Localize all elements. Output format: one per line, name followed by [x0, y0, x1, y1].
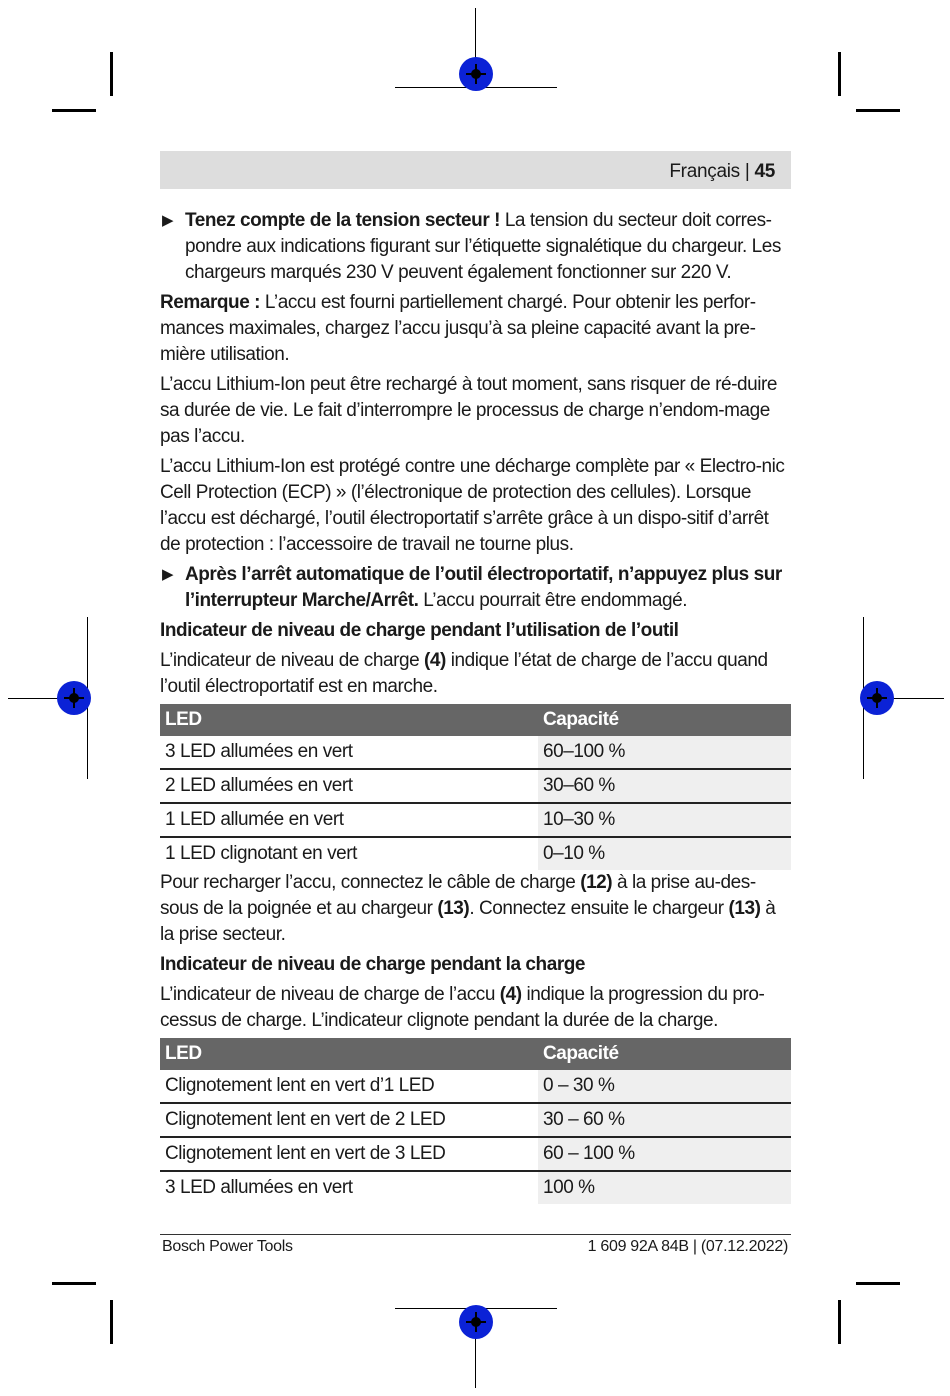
- table-row: [160, 837, 791, 870]
- header-separator: |: [744, 161, 750, 182]
- crop-mark-bottom-right-vertical: [838, 1300, 841, 1344]
- bullet-triangle-icon: ▶: [162, 566, 174, 583]
- section-heading-charging: Indicateur de niveau de charge pendant la charge: [160, 954, 586, 975]
- table-cell-capacity: 60 – 100 %: [538, 1137, 791, 1171]
- section-usage-after: [160, 870, 791, 948]
- crop-mark-top-right-horizontal: [856, 109, 900, 112]
- crop-mark-bottom-left-horizontal: [52, 1282, 96, 1285]
- table-header-row: [160, 1038, 791, 1070]
- crop-mark-top-left-horizontal: [52, 109, 96, 112]
- table-cell-led: 3 LED allumées en vert: [165, 1177, 353, 1198]
- table-header-capacity: Capacité: [538, 1038, 791, 1070]
- warning-switch-text: L’accu pourrait être endommagé.: [418, 590, 688, 611]
- reference-number: (13): [728, 898, 761, 919]
- table-charge-charging: [160, 1038, 791, 1204]
- bullet-triangle-icon: ▶: [162, 212, 174, 229]
- table-cell-capacity: 10–30 %: [538, 803, 791, 837]
- remark-text: L’accu est fourni partiellement chargé. Pour obtenir les perfor-mances maximales, chargez l’accu jusqu’à sa pleine capacité avant la pre-mière utilisation.: [160, 292, 756, 365]
- table-cell-led: 1 LED allumée en vert: [160, 803, 538, 837]
- footer-brand: Bosch Power Tools: [162, 1238, 293, 1255]
- text-run: indique la progression du pro-cessus de charge. L’indicateur clignote pendant la durée de la charge.: [160, 984, 765, 1031]
- table-cell-led: 3 LED allumées en vert: [160, 736, 538, 769]
- table-row: [160, 736, 791, 769]
- table-header-led: LED: [160, 704, 538, 736]
- warning-voltage: [160, 208, 791, 286]
- page-content: [160, 208, 791, 1204]
- table-cell-capacity: 0–10 %: [538, 837, 791, 870]
- warning-switch: [160, 562, 791, 614]
- warning-switch-bold: Après l’arrêt automatique de l’outil électroportatif, n’appuyez plus sur l’interrupteur Marche/Arrêt.: [185, 564, 782, 611]
- table-header-row: [160, 704, 791, 736]
- reference-number: (4): [499, 984, 522, 1005]
- table-row: [160, 769, 791, 803]
- table-row: [160, 1171, 791, 1204]
- page-header: [160, 151, 791, 189]
- table-cell-capacity: 60–100 %: [538, 736, 791, 769]
- text-run: Pour recharger l’accu, connectez le câble de charge: [160, 872, 581, 893]
- table-row: [160, 1070, 791, 1103]
- paragraph-recharge: L’accu Lithium-Ion peut être rechargé à tout moment, sans risquer de ré-duire sa durée de vie. Le fait d’interrompre le processus de charge n’endom-mage pas l’accu.: [160, 374, 777, 447]
- table-cell-capacity: 30–60 %: [538, 769, 791, 803]
- text-run: L’indicateur de niveau de charge de l’accu: [160, 984, 500, 1005]
- remark-paragraph: [160, 290, 791, 368]
- page-number: 45: [754, 161, 775, 182]
- remark-label: Remarque :: [160, 292, 261, 313]
- table-cell-led: 1 LED clignotant en vert: [165, 843, 357, 864]
- table-cell-capacity: 100 %: [538, 1171, 791, 1204]
- table-cell-led: Clignotement lent en vert d’1 LED: [160, 1070, 538, 1103]
- reference-number: (12): [580, 872, 613, 893]
- footer-document-id: 1 609 92A 84B | (07.12.2022): [587, 1238, 788, 1255]
- table-header-led: LED: [160, 1038, 538, 1070]
- table-header-capacity: Capacité: [538, 704, 791, 736]
- warning-voltage-bold: Tenez compte de la tension secteur !: [185, 210, 500, 231]
- crop-mark-bottom-right-horizontal: [856, 1282, 900, 1285]
- text-run: . Connectez ensuite le chargeur: [469, 898, 729, 919]
- footer-divider: [160, 1234, 791, 1235]
- paragraph-ecp: L’accu Lithium-Ion est protégé contre une décharge complète par « Electro-nic Cell Protection (ECP) » (l’électronique de protection des cellules). Lorsque l’accu est déchargé, l’outil électroportatif s’arrête grâce à un dispo-sitif d’arrêt de protection : l’accessoire de travail ne tourne plus.: [160, 456, 785, 555]
- registration-mark-top: [459, 57, 493, 91]
- reference-number: (13): [437, 898, 470, 919]
- section-heading-usage: Indicateur de niveau de charge pendant l’utilisation de l’outil: [160, 620, 679, 641]
- table-cell-led: Clignotement lent en vert de 2 LED: [160, 1103, 538, 1137]
- crop-mark-bottom-left-vertical: [110, 1300, 113, 1344]
- header-language: Français: [669, 161, 740, 182]
- table-cell-capacity: 0 – 30 %: [538, 1070, 791, 1103]
- table-cell-led: Clignotement lent en vert de 3 LED: [160, 1137, 538, 1171]
- warning-voltage-text: La tension du secteur doit corres-pondre aux indications figurant sur l’étiquette signalétique du chargeur. Les chargeurs marqués 230 V peuvent également fonctionner sur 220 V.: [185, 210, 781, 283]
- crop-mark-top-left-vertical: [110, 52, 113, 96]
- table-cell-led: 2 LED allumées en vert: [160, 769, 538, 803]
- text-run: à la prise secteur.: [160, 898, 776, 945]
- registration-mark-left: [57, 681, 91, 715]
- crop-mark-top-right-vertical: [838, 52, 841, 96]
- section-charging-intro: [160, 982, 791, 1034]
- section-usage-intro: [160, 648, 791, 700]
- table-row: [160, 803, 791, 837]
- text-run: à la prise au-des-sous de la poignée et au chargeur: [160, 872, 756, 919]
- reference-number: (4): [424, 650, 446, 671]
- table-cell-capacity: 30 – 60 %: [538, 1103, 791, 1137]
- header-label: [669, 161, 775, 183]
- registration-mark-right: [860, 681, 894, 715]
- table-charge-usage: [160, 704, 791, 870]
- registration-mark-bottom: [459, 1305, 493, 1339]
- table-row: [160, 1137, 791, 1171]
- table-row: [160, 1103, 791, 1137]
- text-run: indique l’état de charge de l’accu quand l’outil électroportatif est en marche.: [160, 650, 768, 697]
- text-run: L’indicateur de niveau de charge: [160, 650, 425, 671]
